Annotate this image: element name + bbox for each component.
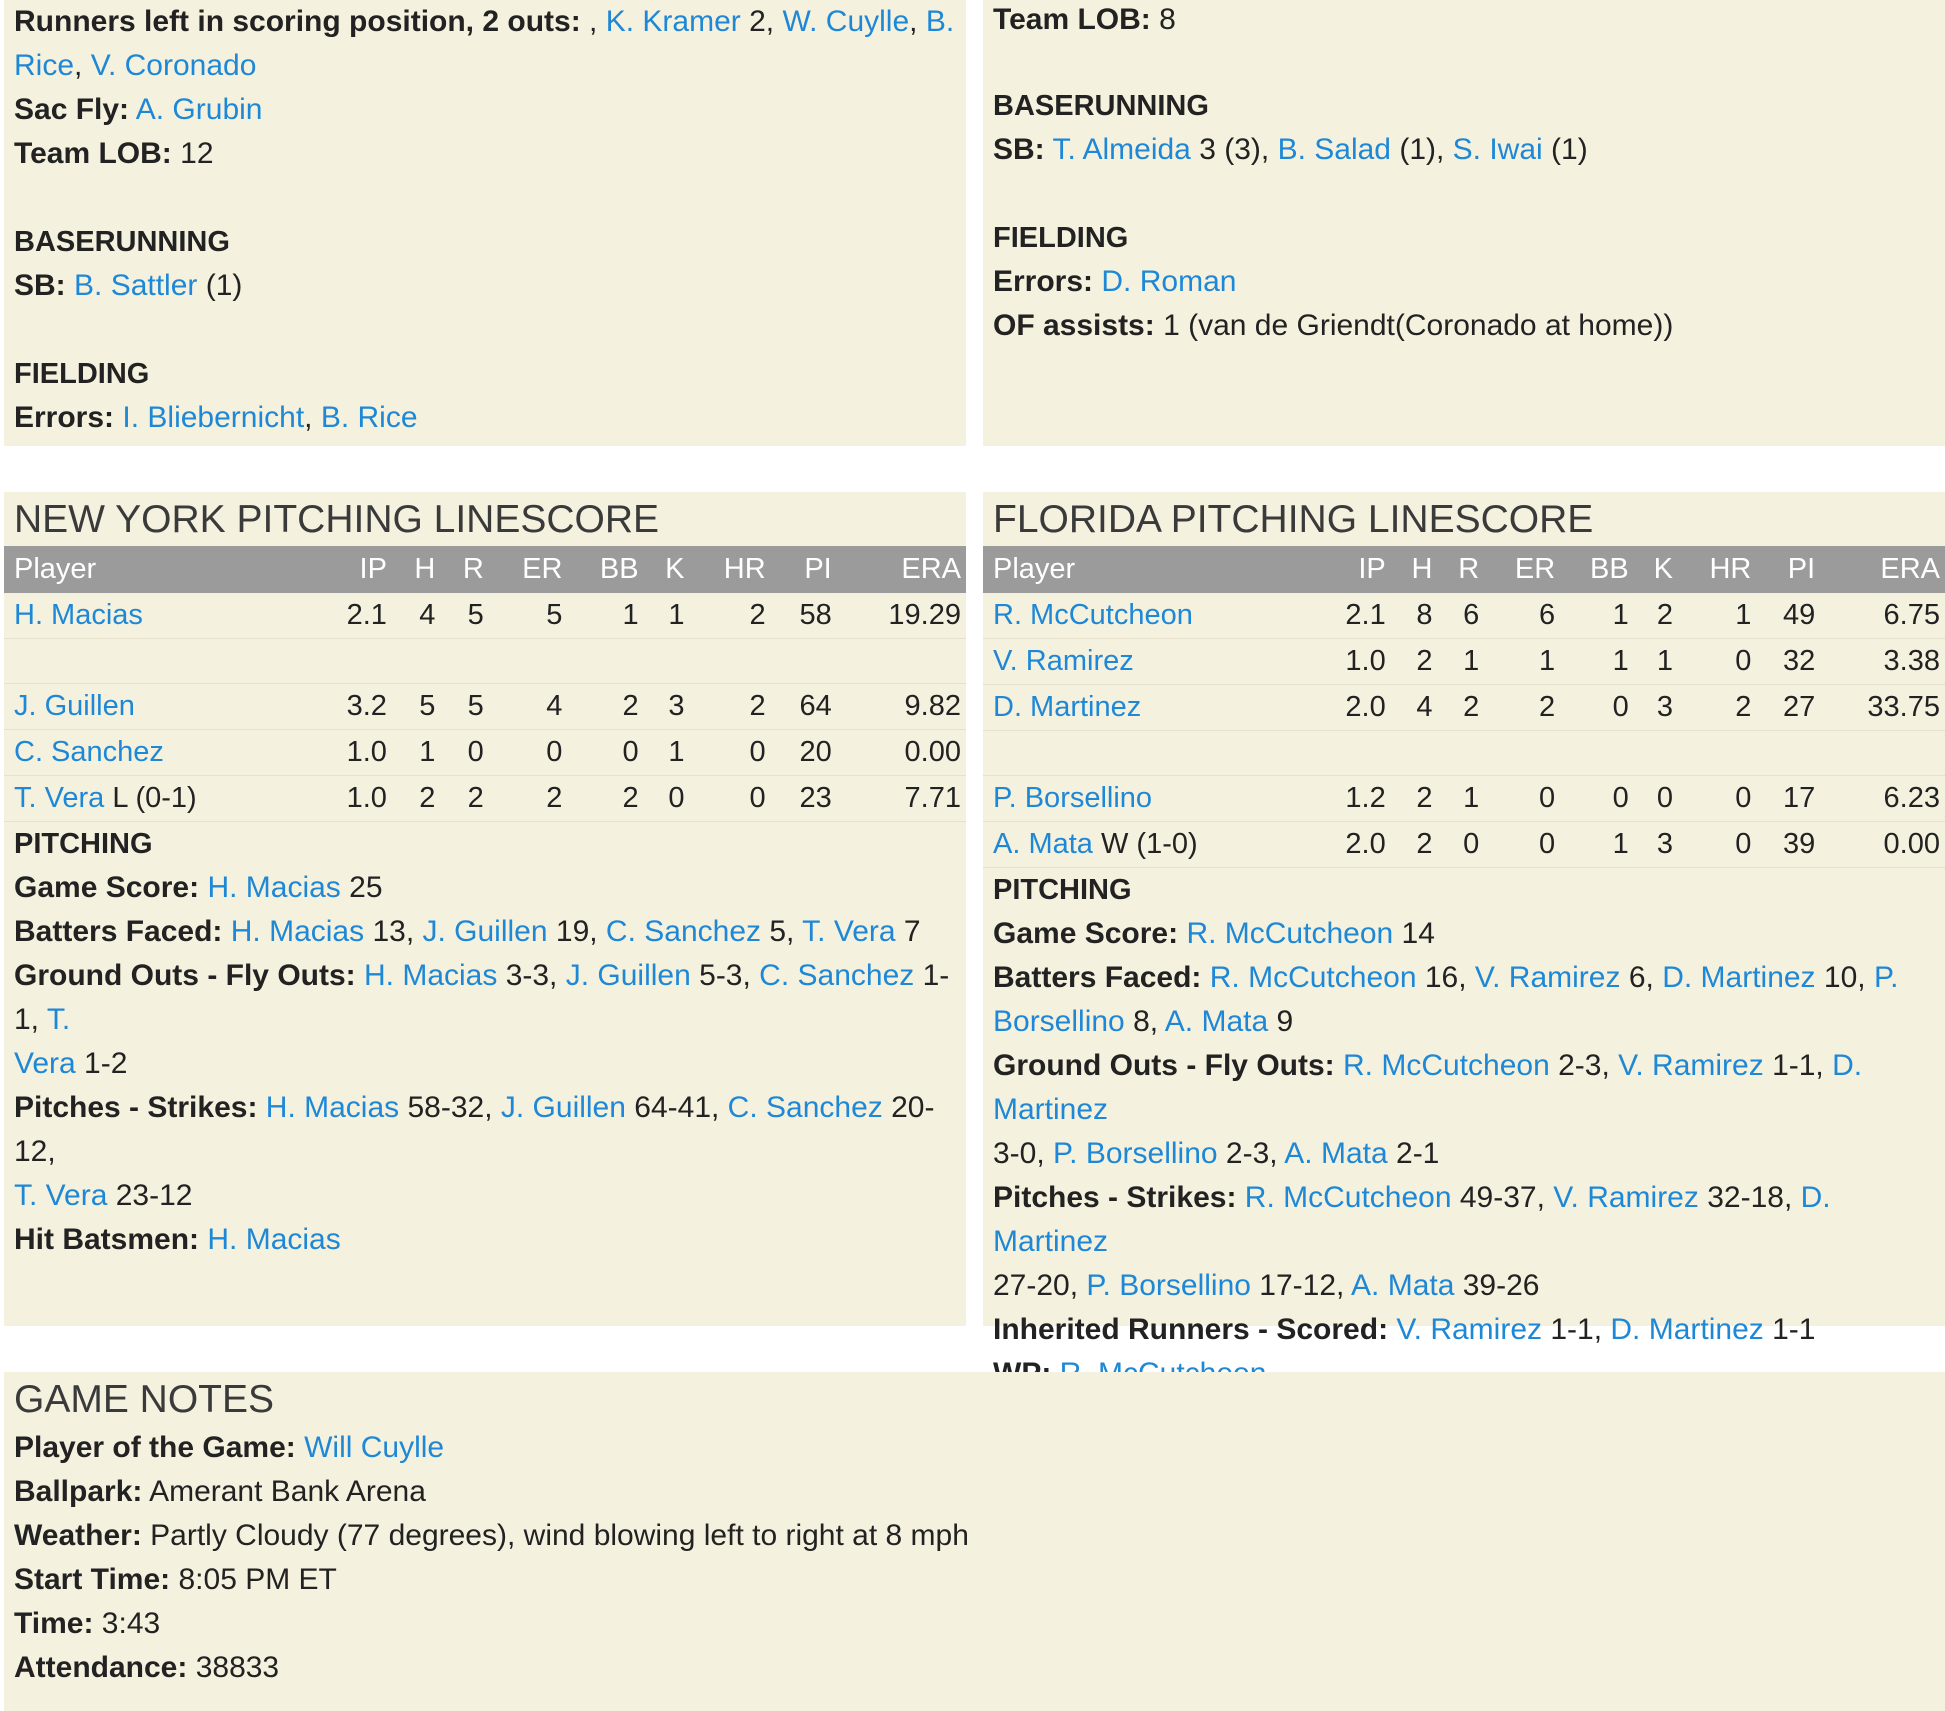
col-header-era: ERA: [837, 546, 966, 593]
player-link-borsellino[interactable]: P. Borsellino: [993, 782, 1153, 814]
col-header-bb: BB: [567, 546, 643, 593]
table-row: T. Vera L (0-1) 1.0 2 2 2 2 0 0 23 7.71: [4, 776, 966, 822]
player-link-mccutcheon-bf[interactable]: R. McCutcheon: [1209, 961, 1417, 994]
player-link-sanchez-ps[interactable]: C. Sanchez: [727, 1091, 883, 1124]
batters-faced-line-cont: Borsellino 8, A. Mata 9: [993, 1005, 1294, 1038]
player-link-salad[interactable]: B. Salad: [1277, 133, 1391, 166]
errors-line: Errors: I. Bliebernicht, B. Rice: [14, 401, 418, 434]
player-link-rice-cont[interactable]: Rice: [14, 49, 75, 82]
player-link-martinez-bf[interactable]: D. Martinez: [1662, 961, 1816, 994]
col-header-k: K: [1634, 546, 1678, 593]
pitches-strikes-line-cont: T. Vera 23-12: [14, 1179, 193, 1212]
inherited-runners-line: Inherited Runners - Scored: V. Ramirez 1-1, D. Martinez 1-1: [993, 1313, 1816, 1346]
col-header-ip: IP: [1315, 546, 1391, 593]
player-link-macias-hb[interactable]: H. Macias: [207, 1223, 341, 1256]
weather-line: Weather: Partly Cloudy (77 degrees), wind blowing left to right at 8 mph: [14, 1519, 969, 1552]
player-link-coronado[interactable]: V. Coronado: [90, 49, 257, 82]
ny-batting-notes-panel: [4, 0, 966, 446]
game-time-line: Time: 3:43: [14, 1607, 161, 1640]
player-link-vera-go-cont[interactable]: Vera: [14, 1047, 76, 1080]
col-header-hr: HR: [689, 546, 770, 593]
attendance-line: Attendance: 38833: [14, 1651, 280, 1684]
fl-batting-notes-panel: [983, 0, 1945, 446]
player-link-almeida[interactable]: T. Almeida: [1052, 133, 1191, 166]
table-header-row: [983, 546, 1945, 593]
spacer-row: [4, 639, 966, 684]
col-header-r: R: [440, 546, 488, 593]
sacfly-line: Sac Fly: A. Grubin: [14, 93, 263, 126]
start-time-line: Start Time: 8:05 PM ET: [14, 1563, 337, 1596]
table-row: A. Mata W (1-0) 2.0 2 0 0 1 3 0 39 0.00: [983, 822, 1945, 868]
errors-line: Errors: D. Roman: [993, 265, 1237, 298]
ground-fly-outs-line-cont: Vera 1-2: [14, 1047, 128, 1080]
player-link-grubin[interactable]: A. Grubin: [135, 93, 263, 126]
player-link-macias-gs[interactable]: H. Macias: [207, 871, 341, 904]
player-link-vera-ps[interactable]: T. Vera: [14, 1179, 108, 1212]
table-row: J. Guillen 3.2 5 5 4 2 3 2 64 9.82: [4, 684, 966, 730]
player-link-borsellino-ps[interactable]: P. Borsellino: [1086, 1269, 1251, 1302]
player-link-guillen[interactable]: J. Guillen: [14, 690, 135, 722]
table-row: R. McCutcheon 2.1 8 6 6 1 2 1 49 6.75: [983, 593, 1945, 639]
player-link-iwai[interactable]: S. Iwai: [1452, 133, 1543, 166]
player-link-macias-go[interactable]: H. Macias: [364, 959, 498, 992]
player-link-ramirez-ps[interactable]: V. Ramirez: [1553, 1181, 1699, 1214]
table-row: V. Ramirez 1.0 2 1 1 1 1 0 32 3.38: [983, 639, 1945, 685]
pitching-heading: PITCHING: [993, 874, 1132, 906]
player-link-macias[interactable]: H. Macias: [14, 599, 143, 631]
player-link-vera[interactable]: T. Vera: [14, 782, 105, 814]
fl-pitching-table: [983, 546, 1945, 868]
game-notes-panel: [4, 1372, 1945, 1711]
table-row: D. Martinez 2.0 4 2 2 0 3 2 27 33.75: [983, 685, 1945, 731]
col-header-bb: BB: [1560, 546, 1634, 593]
player-link-martinez-ps[interactable]: D. Martinez: [993, 1181, 1831, 1258]
col-header-er: ER: [489, 546, 568, 593]
ground-fly-outs-line-cont: 3-0, P. Borsellino 2-3, A. Mata 2-1: [993, 1137, 1440, 1170]
ny-pitching-panel: [4, 492, 966, 1326]
player-link-rice[interactable]: B.: [925, 5, 955, 38]
player-link-mata-go[interactable]: A. Mata: [1284, 1137, 1388, 1170]
batters-faced-line: Batters Faced: R. McCutcheon 16, V. Ramirez 6, D. Martinez 10, P.: [993, 961, 1899, 994]
player-link-vera-go[interactable]: T.: [46, 1003, 71, 1036]
player-link-ramirez[interactable]: V. Ramirez: [993, 645, 1134, 677]
col-header-r: R: [1437, 546, 1484, 593]
player-link-ramirez-ir[interactable]: V. Ramirez: [1396, 1313, 1543, 1346]
player-link-sattler[interactable]: B. Sattler: [74, 269, 198, 302]
player-of-game-line: Player of the Game: Will Cuylle: [14, 1431, 445, 1464]
fl-pitching-panel: [983, 492, 1945, 1346]
player-link-guillen-ps[interactable]: J. Guillen: [500, 1091, 626, 1124]
col-header-player: Player: [983, 546, 1315, 593]
game-notes-title: GAME NOTES: [14, 1378, 275, 1421]
col-header-player: Player: [4, 546, 313, 593]
player-link-macias-bf[interactable]: H. Macias: [230, 915, 365, 948]
pitches-strikes-line: Pitches - Strikes: H. Macias 58-32, J. Guillen 64-41, C. Sanchez 20-12,: [14, 1091, 935, 1168]
col-header-hr: HR: [1678, 546, 1756, 593]
player-link-borsellino-bf-cont[interactable]: Borsellino: [993, 1005, 1125, 1038]
spacer-row: [983, 731, 1945, 776]
player-link-bliebernicht[interactable]: I. Bliebernicht: [122, 401, 305, 434]
ballpark-line: Ballpark: Amerant Bank Arena: [14, 1475, 426, 1508]
ny-pitching-table: [4, 546, 966, 822]
col-header-h: H: [1391, 546, 1438, 593]
hit-batsmen-line: Hit Batsmen: H. Macias: [14, 1223, 341, 1256]
player-link-rice-errors[interactable]: B. Rice: [320, 401, 418, 434]
player-link-cuylle[interactable]: W. Cuylle: [782, 5, 910, 38]
player-link-sanchez[interactable]: C. Sanchez: [14, 736, 164, 768]
player-link-macias-ps[interactable]: H. Macias: [265, 1091, 400, 1124]
col-header-pi: PI: [771, 546, 837, 593]
sb-line: SB: T. Almeida 3 (3), B. Salad (1), S. Iwai (1): [993, 133, 1588, 166]
pitches-strikes-line-cont: 27-20, P. Borsellino 17-12, A. Mata 39-26: [993, 1269, 1540, 1302]
sb-line: SB: B. Sattler (1): [14, 269, 243, 302]
col-header-k: K: [644, 546, 690, 593]
player-link-mata-ps[interactable]: A. Mata: [1351, 1269, 1455, 1302]
table-header-row: [4, 546, 966, 593]
player-link-vera-bf[interactable]: T. Vera: [802, 915, 896, 948]
col-header-pi: PI: [1756, 546, 1820, 593]
player-link-mccutcheon-ps[interactable]: R. McCutcheon: [1244, 1181, 1452, 1214]
player-link-mccutcheon-go[interactable]: R. McCutcheon: [1343, 1049, 1550, 1082]
baserunning-heading: BASERUNNING: [993, 90, 1209, 122]
fielding-heading: FIELDING: [14, 358, 150, 390]
player-link-mata-bf[interactable]: A. Mata: [1164, 1005, 1269, 1038]
table-row: C. Sanchez 1.0 1 0 0 0 1 0 20 0.00: [4, 730, 966, 776]
player-link-mccutcheon[interactable]: R. McCutcheon: [993, 599, 1193, 631]
player-link-mccutcheon-gs[interactable]: R. McCutcheon: [1186, 917, 1394, 950]
player-link-martinez[interactable]: D. Martinez: [993, 691, 1142, 723]
player-link-mata[interactable]: A. Mata: [993, 828, 1093, 860]
player-link-martinez-go[interactable]: D. Martinez: [993, 1049, 1863, 1126]
player-link-borsellino-go[interactable]: P. Borsellino: [1053, 1137, 1218, 1170]
ground-fly-outs-line: Ground Outs - Fly Outs: R. McCutcheon 2-3, V. Ramirez 1-1, D. Martinez: [993, 1049, 1863, 1126]
col-header-h: H: [392, 546, 440, 593]
risp-line-cont: Rice, V. Coronado: [14, 49, 257, 82]
ground-fly-outs-line: Ground Outs - Fly Outs: H. Macias 3-3, J. Guillen 5-3, C. Sanchez 1-1, T.: [14, 959, 950, 1036]
team-lob-line: Team LOB: 8: [993, 3, 1176, 36]
game-score-line: Game Score: H. Macias 25: [14, 871, 383, 904]
fl-pitching-title: FLORIDA PITCHING LINESCORE: [993, 498, 1594, 541]
risp-label: Runners left in scoring position, 2 outs:: [14, 5, 581, 38]
table-row: H. Macias 2.1 4 5 5 1 1 2 58 19.29: [4, 593, 966, 639]
player-link-roman[interactable]: D. Roman: [1101, 265, 1237, 298]
of-assists-line: OF assists: 1 (van de Griendt(Coronado at home)): [993, 309, 1674, 342]
risp-line: Runners left in scoring position, 2 outs: , K. Kramer 2, W. Cuylle, B.: [14, 5, 955, 38]
player-link-guillen-bf[interactable]: J. Guillen: [422, 915, 548, 948]
player-link-borsellino-bf[interactable]: P.: [1873, 961, 1899, 994]
pitches-strikes-line: Pitches - Strikes: R. McCutcheon 49-37, V. Ramirez 32-18, D. Martinez: [993, 1181, 1831, 1258]
baserunning-heading: BASERUNNING: [14, 226, 230, 258]
player-link-ramirez-go[interactable]: V. Ramirez: [1618, 1049, 1764, 1082]
player-link-kramer[interactable]: K. Kramer: [605, 5, 741, 38]
fielding-heading: FIELDING: [993, 222, 1129, 254]
player-link-potg[interactable]: Will Cuylle: [304, 1431, 445, 1464]
batters-faced-line: Batters Faced: H. Macias 13, J. Guillen 19, C. Sanchez 5, T. Vera 7: [14, 915, 921, 948]
game-score-line: Game Score: R. McCutcheon 14: [993, 917, 1435, 950]
col-header-er: ER: [1484, 546, 1560, 593]
player-link-sanchez-bf[interactable]: C. Sanchez: [605, 915, 762, 948]
ny-pitching-title: NEW YORK PITCHING LINESCORE: [14, 498, 660, 541]
player-link-guillen-go[interactable]: J. Guillen: [565, 959, 691, 992]
col-header-ip: IP: [313, 546, 392, 593]
player-link-martinez-ir[interactable]: D. Martinez: [1610, 1313, 1764, 1346]
pitching-heading: PITCHING: [14, 828, 153, 860]
player-link-ramirez-bf[interactable]: V. Ramirez: [1474, 961, 1621, 994]
col-header-era: ERA: [1820, 546, 1945, 593]
team-lob-line: Team LOB: 12: [14, 137, 214, 170]
player-link-sanchez-go[interactable]: C. Sanchez: [759, 959, 915, 992]
table-row: P. Borsellino 1.2 2 1 0 0 0 0 17 6.23: [983, 776, 1945, 822]
